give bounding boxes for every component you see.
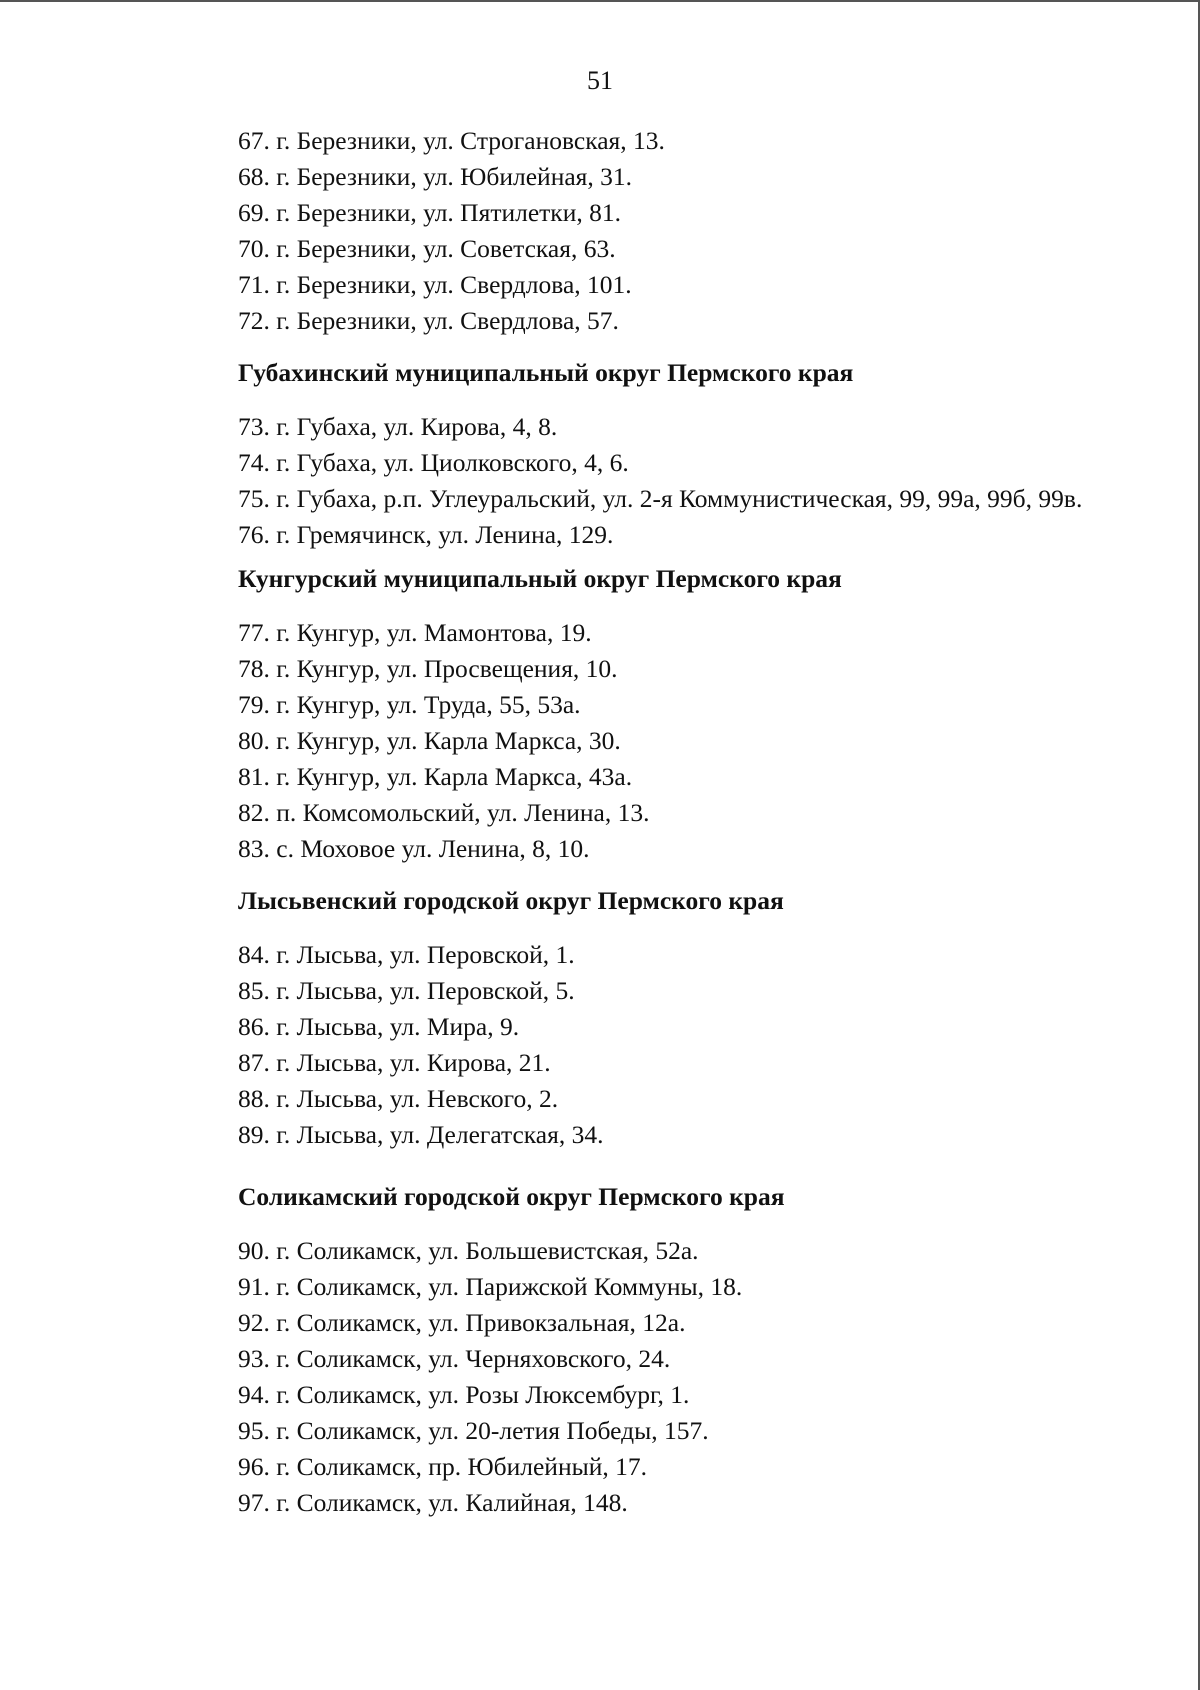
list-item: 84. г. Лысьва, ул. Перовской, 1. [238,940,575,969]
section-heading-kungur: Кунгурский муниципальный округ Пермского края [238,564,842,593]
list-item: 71. г. Березники, ул. Свердлова, 101. [238,270,632,299]
list-item: 72. г. Березники, ул. Свердлова, 57. [238,306,619,335]
list-item: 81. г. Кунгур, ул. Карла Маркса, 43а. [238,762,633,791]
list-item: 85. г. Лысьва, ул. Перовской, 5. [238,976,575,1005]
page-number: 51 [587,66,613,95]
list-item: 89. г. Лысьва, ул. Делегатская, 34. [238,1120,604,1149]
list-item: 83. с. Моховое ул. Ленина, 8, 10. [238,834,590,863]
list-item: 95. г. Соликамск, ул. 20-летия Победы, 157. [238,1416,709,1445]
list-item: 75. г. Губаха, р.п. Углеуральский, ул. 2-я Коммунистическая, 99, 99а, 99б, 99в. [238,484,1083,513]
list-item: 87. г. Лысьва, ул. Кирова, 21. [238,1048,551,1077]
list-item: 74. г. Губаха, ул. Циолковского, 4, 6. [238,448,629,477]
list-item: 76. г. Гремячинск, ул. Ленина, 129. [238,520,614,549]
list-item: 88. г. Лысьва, ул. Невского, 2. [238,1084,559,1113]
section-heading-lysva: Лысьвенский городской округ Пермского края [238,886,784,915]
list-item: 77. г. Кунгур, ул. Мамонтова, 19. [238,618,592,647]
list-item: 69. г. Березники, ул. Пятилетки, 81. [238,198,621,227]
list-item: 90. г. Соликамск, ул. Большевистская, 52а. [238,1236,699,1265]
section-heading-solikamsk: Соликамский городской округ Пермского края [238,1182,785,1211]
list-item: 73. г. Губаха, ул. Кирова, 4, 8. [238,412,558,441]
list-item: 91. г. Соликамск, ул. Парижской Коммуны, 18. [238,1272,743,1301]
list-item: 80. г. Кунгур, ул. Карла Маркса, 30. [238,726,621,755]
list-item: 94. г. Соликамск, ул. Розы Люксембург, 1. [238,1380,690,1409]
list-item: 70. г. Березники, ул. Советская, 63. [238,234,616,263]
list-item: 79. г. Кунгур, ул. Труда, 55, 53а. [238,690,581,719]
list-item: 82. п. Комсомольский, ул. Ленина, 13. [238,798,650,827]
section-heading-gubakha: Губахинский муниципальный округ Пермского края [238,358,854,387]
list-item: 96. г. Соликамск, пр. Юбилейный, 17. [238,1452,648,1481]
list-item: 92. г. Соликамск, ул. Привокзальная, 12а. [238,1308,686,1337]
list-item: 68. г. Березники, ул. Юбилейная, 31. [238,162,633,191]
list-item: 86. г. Лысьва, ул. Мира, 9. [238,1012,520,1041]
list-item: 67. г. Березники, ул. Строгановская, 13. [238,126,665,155]
list-item: 78. г. Кунгур, ул. Просвещения, 10. [238,654,618,683]
address-list [170,123,1100,1521]
list-item: 93. г. Соликамск, ул. Черняховского, 24. [238,1344,671,1373]
list-item: 97. г. Соликамск, ул. Калийная, 148. [238,1488,628,1517]
